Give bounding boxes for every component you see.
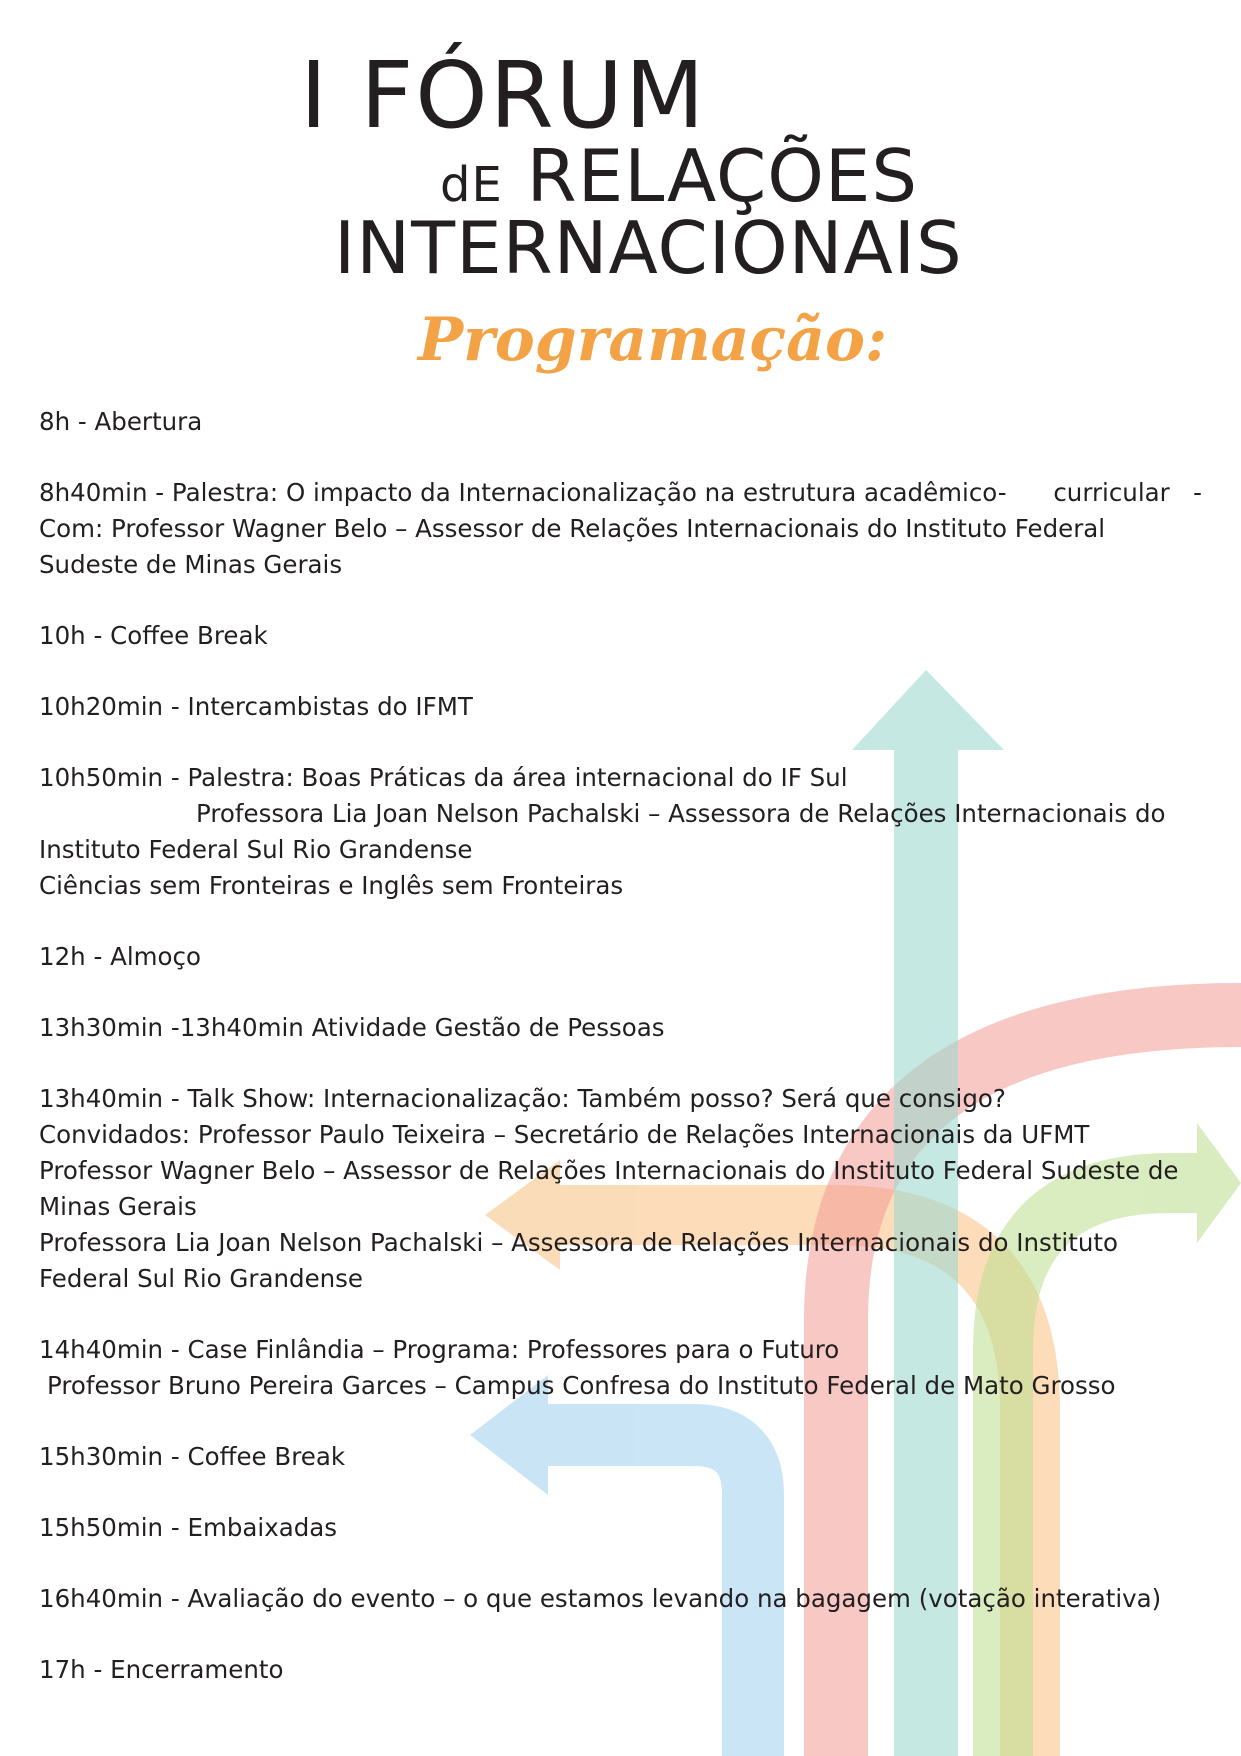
- programacao-heading: Programação:: [418, 305, 888, 375]
- schedule-line: [39, 796, 1209, 868]
- schedule-line: 12h - Almoço: [39, 942, 202, 971]
- schedule-line: Ciências sem Fronteiras e Inglês sem Fronteiras: [39, 871, 624, 900]
- schedule-line: 10h - Coffee Break: [39, 621, 268, 650]
- schedule-line: 15h30min - Coffee Break: [39, 1442, 346, 1471]
- schedule-item: [39, 939, 1209, 975]
- schedule-item: [39, 475, 1209, 583]
- schedule-item: [39, 404, 1209, 440]
- forum-title-line-2: [440, 134, 919, 218]
- schedule-line: Convidados: Professor Paulo Teixeira – Secretário de Relações Internacionais da UFMT: [39, 1120, 1090, 1149]
- schedule-line: 13h40min - Talk Show: Internacionalização: Também posso? Será que consigo?: [39, 1084, 1006, 1113]
- schedule-line: 16h40min - Avaliação do evento – o que estamos levando na bagagem (votação interativa): [39, 1584, 1162, 1613]
- schedule-item: [39, 689, 1209, 725]
- schedule-line: 15h50min - Embaixadas: [39, 1513, 338, 1542]
- schedule-line: 14h40min - Case Finlândia – Programa: Professores para o Futuro: [39, 1335, 840, 1364]
- schedule-item: [39, 1010, 1209, 1046]
- schedule-item: [39, 1081, 1209, 1297]
- forum-title-line-3: INTERNACIONAIS: [334, 206, 963, 290]
- schedule-line: Professor Wagner Belo – Assessor de Relações Internacionais do Instituto Federal Sudeste de Minas Gerais: [39, 1156, 1187, 1221]
- schedule-item: [39, 618, 1209, 654]
- schedule-item: [39, 1332, 1209, 1404]
- schedule-line: Professora Lia Joan Nelson Pachalski – Assessora de Relações Internacionais do Instituto Federal Sul Rio Grandense: [39, 1228, 1126, 1293]
- schedule-line-text: Professora Lia Joan Nelson Pachalski – Assessora de Relações Internacionais do Instituto Federal Sul Rio Grandense: [39, 799, 1174, 864]
- schedule-item: [39, 1439, 1209, 1475]
- forum-title-line-1: I FÓRUM: [300, 42, 707, 149]
- title-de-prefix: dE: [440, 157, 503, 213]
- schedule-line: 17h - Encerramento: [39, 1655, 284, 1684]
- schedule-line: 8h40min - Palestra: O impacto da Internacionalização na estrutura acadêmico- curricular - Com: Professor Wagner Belo – Assessor de Relações Internacionais do Instituto Federal Sudeste de Minas Gerais: [39, 478, 1210, 579]
- schedule-line: 10h20min - Intercambistas do IFMT: [39, 692, 473, 721]
- title-relacoes: RELAÇÕES: [502, 134, 919, 218]
- schedule-item: [39, 760, 1209, 904]
- schedule-line: 10h50min - Palestra: Boas Práticas da área internacional do IF Sul: [39, 763, 848, 792]
- schedule-item: [39, 1581, 1209, 1617]
- schedule-item: [39, 1510, 1209, 1546]
- schedule-list: [39, 404, 1209, 1723]
- schedule-item: [39, 1652, 1209, 1688]
- schedule-line: 8h - Abertura: [39, 407, 203, 436]
- schedule-line: 13h30min -13h40min Atividade Gestão de Pessoas: [39, 1013, 665, 1042]
- schedule-line: Professor Bruno Pereira Garces – Campus Confresa do Instituto Federal de Mato Grosso: [47, 1371, 1116, 1400]
